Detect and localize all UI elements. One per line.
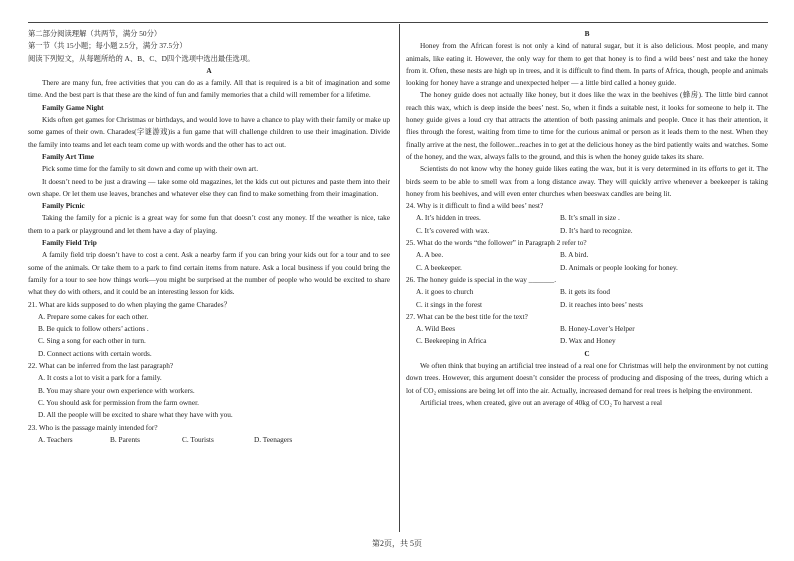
option-row [406, 335, 768, 347]
option: B. You may share your own experience with workers. [38, 385, 195, 395]
paragraph-picnic: Taking the family for a picnic is a great way for some fun that doesn’t cost any money. If the weather is nice, take them to a park or playground and let them have a day of playing. [28, 213, 390, 235]
subheading-game-night: Family Game Night [42, 102, 104, 112]
page-number: 第2页，共 5页 [372, 539, 422, 548]
paragraph-field-trip: A family field trip doesn’t have to cost a cent. Ask a nearby farm if you can bring your kids out for a tour and to see some of the animals. Or take them to a park to find certain items from nature. Ask a local business if you could bring the family for a tour to see how things work—you might be surprised at the number of people who would be excited to share what they do with others, and it could be an interesting lesson for kids. [28, 250, 390, 297]
question-24 [406, 200, 768, 237]
passage-b-label: B [584, 29, 590, 38]
option: C. You should ask for permission from the farm owner. [38, 397, 199, 407]
question-27 [406, 311, 768, 348]
right-column [406, 28, 768, 409]
left-column [28, 28, 390, 446]
option: A. Prepare some cakes for each other. [38, 311, 149, 321]
option: B. A bird. [560, 250, 589, 260]
passage-c-paragraph-1: We often think that buying an artificial tree instead of a real one for Christmas will help the environment by not cutting down trees. However, this argument doesn’t consider the process of producing and disposing of the trees, during which a lot of CO₂ emissions are being let off into the air. Actually, increased demand for real trees is helping the environment. [406, 361, 768, 395]
option: A. Wild Bees [416, 324, 456, 334]
option: A. Teachers [38, 434, 73, 444]
question-26 [406, 274, 768, 311]
option-row [406, 262, 768, 274]
passage-b-paragraph-1: Honey from the African forest is not only a kind of natural sugar, but it is also delicious. Most people, and many animals, like eating it. However, the only way for them to get that honey is to find a wild bees’ nest and take the honey from it. Often, these nests are high up in trees, and it is difficult to find them. In parts of Africa, though, people and animals looking for honey have a strange and unexpected helper — a little bird called a honey guide. [406, 41, 768, 88]
question-23 [28, 422, 390, 447]
option: C. A beekeeper. [416, 262, 462, 272]
passage-a-intro: There are many fun, free activities that you can do as a family. All that is required is a bit of imagination and some time. And the best part is that these are the kind of fun and family memories that a child will remember for a lifetime. [28, 78, 390, 100]
subheading-field-trip: Family Field Trip [42, 238, 97, 248]
option: B. Be quick to follow others’ actions . [38, 324, 149, 334]
option: B. it gets its food [560, 287, 611, 297]
option: D. It’s hard to recognize. [560, 225, 633, 235]
option-row [406, 212, 768, 224]
option: D. All the people will be excited to share what they have with you. [38, 410, 233, 420]
option: C. Tourists [182, 434, 214, 444]
option: A. It costs a lot to visit a park for a family. [38, 373, 162, 383]
question-stem: 21. What are kids supposed to do when playing the game Charades？ [28, 299, 231, 309]
option-row [406, 225, 768, 237]
option: D. Connect actions with certain words. [38, 348, 152, 358]
option-row [406, 249, 768, 261]
question-25 [406, 237, 768, 274]
column-divider [399, 24, 400, 532]
section-heading: 第一节（共 15小题；每小题 2.5分，满分 37.5分） [28, 41, 187, 51]
option-row [406, 323, 768, 335]
question-stem: 25. What do the words “the follower” in Paragraph 2 refer to? [406, 238, 587, 248]
option-row [28, 434, 390, 446]
paragraph-art-time-2: It doesn’t need to be just a drawing — take some old magazines, let the kids cut out pictures and paste them into their own shape. Or let them use leaves, branches and whatever else they can find to make something from their imagination. [28, 176, 390, 198]
option: B. It’s small in size . [560, 213, 620, 223]
option: A. it goes to church [416, 287, 474, 297]
question-22 [28, 360, 390, 421]
option: C. Beekeeping in Africa [416, 336, 487, 346]
passage-c-label: C [584, 348, 590, 358]
option: D. Wax and Honey [560, 336, 616, 346]
passage-b-paragraph-3: Scientists do not know why the honey guide likes eating the wax, but it is very determined in its efforts to get it. The birds seem to be able to smell wax from a long distance away. They will quickly arrive whenever a beekeeper is taking honey from his beehives, and will even enter churches when beeswax candles are being lit. [406, 164, 768, 198]
subheading-picnic: Family Picnic [42, 201, 85, 211]
top-rule [28, 22, 768, 23]
part-heading: 第二部分阅读理解（共两节，满分 50分） [28, 29, 162, 38]
question-21 [28, 299, 390, 360]
passage-c-paragraph-2: Artificial trees, when created, give out an average of 40kg of CO₂ To harvest a real [420, 397, 662, 407]
option: D. Teenagers [254, 434, 293, 444]
paragraph-game-night: Kids often get games for Christmas or birthdays, and would love to have a chance to play with their family or make up some games of their own. Charades(字谜游戏)is a fun game that will challenge children to use their imagination. Divide the family into teams and let each team come up with words and the other has to act out. [28, 115, 390, 149]
instruction-line: 阅读下列短文，从每题所给的 A、B、C、D四个选项中选出最佳选项。 [28, 53, 255, 63]
option: B. Honey-Lover’s Helper [560, 324, 635, 334]
option: C. it sings in the forest [416, 299, 483, 309]
question-stem: 26. The honey guide is special in the way _______. [406, 274, 557, 284]
question-stem: 23. Who is the passage mainly intended for? [28, 422, 158, 432]
option-row [406, 286, 768, 298]
option: A. It’s hidden in trees. [416, 213, 481, 223]
option: D. Animals or people looking for honey. [560, 262, 678, 272]
question-stem: 27. What can be the best title for the text? [406, 311, 528, 321]
option: B. Parents [110, 434, 140, 444]
question-stem: 24. Why is it difficult to find a wild bees’ nest? [406, 201, 544, 211]
question-stem: 22. What can be inferred from the last paragraph? [28, 361, 174, 371]
option: C. Sing a song for each other in turn. [38, 336, 146, 346]
subheading-art-time: Family Art Time [42, 151, 95, 161]
option: A. A bee. [416, 250, 444, 260]
option-row [406, 299, 768, 311]
option: C. It’s covered with wax. [416, 225, 490, 235]
passage-a-label: A [206, 65, 212, 75]
passage-b-paragraph-2: The honey guide does not actually like honey, but it does like the wax in the beehives (蜂房). The little bird cannot reach this wax, which is deep inside the bees’ nest. So, when it finds a suitable nest, it looks for someone to help it. The honey guide gives a loud cry that attracts the attention of both passing animals and people. Once it has their attention, it flies through the forest, waiting from time to time for the curious animal or person as it leads them to the nest. When they finally arrive at the nest, the follower...reaches in to get at the delicious honey as the bird patiently waits and watches. Some of the honey, and the wax, always falls to the ground, and this is when the honey guide takes its share. [406, 90, 768, 161]
option: D. it reaches into bees’ nests [560, 299, 643, 309]
paragraph-art-time-1: Pick some time for the family to sit down and come up with their own art. [42, 164, 259, 174]
